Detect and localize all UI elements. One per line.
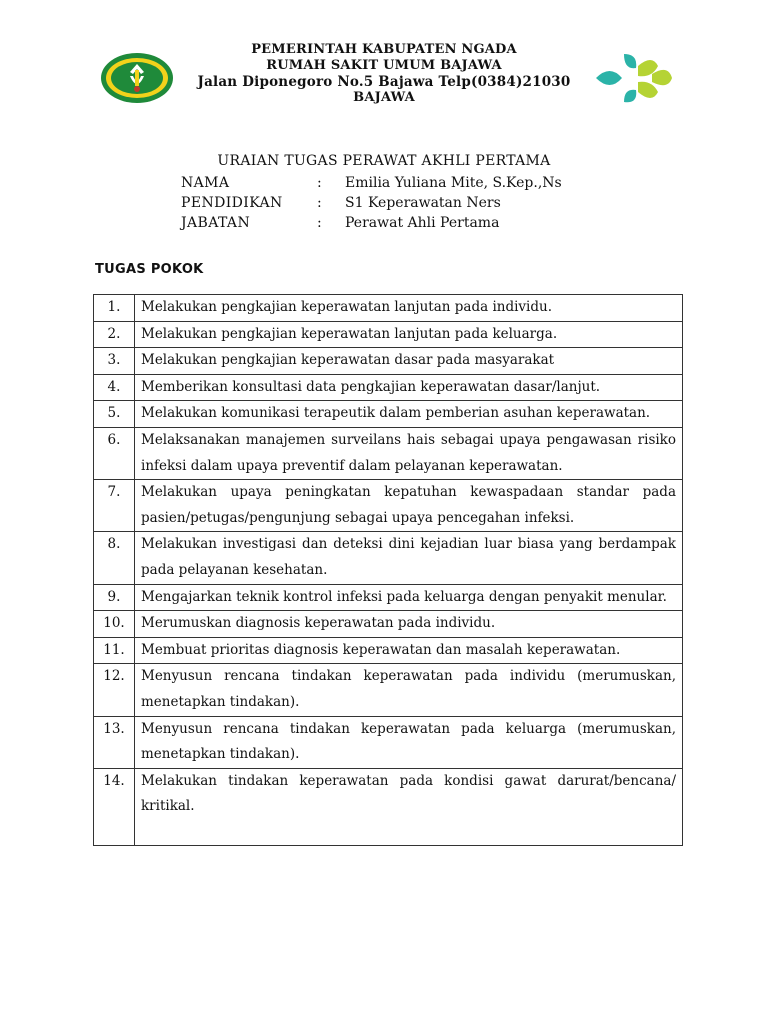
info-row-name (181, 173, 605, 193)
table-row (94, 768, 683, 845)
task-number: 7. (94, 480, 135, 532)
task-text: Melakukan pengkajian keperawatan lanjutan pada individu. (135, 295, 683, 322)
task-text: Melakukan pengkajian keperawatan lanjutan pada keluarga. (135, 321, 683, 348)
task-number: 13. (94, 716, 135, 768)
hospital-name: RUMAH SAKIT UMUM BAJAWA (266, 58, 502, 73)
task-text: Membuat prioritas diagnosis keperawatan dan masalah keperawatan. (135, 637, 683, 664)
employee-info (181, 173, 605, 233)
task-number: 2. (94, 321, 135, 348)
task-text: Menyusun rencana tindakan keperawatan pada individu (merumuskan, menetapkan tindakan). (135, 664, 683, 716)
task-text: Melakukan tindakan keperawatan pada kondisi gawat darurat/bencana/ kritikal. (135, 768, 683, 845)
info-label: JABATAN (181, 215, 251, 231)
info-colon: : (317, 215, 322, 231)
table-row (94, 532, 683, 584)
info-label: NAMA (181, 175, 230, 191)
task-number: 4. (94, 374, 135, 401)
table-row (94, 664, 683, 716)
task-number: 11. (94, 637, 135, 664)
task-number: 14. (94, 768, 135, 845)
task-number: 12. (94, 664, 135, 716)
task-text: Melakukan komunikasi terapeutik dalam pemberian asuhan keperawatan. (135, 401, 683, 428)
hospital-leaf-logo-icon (592, 48, 676, 112)
info-label: PENDIDIKAN (181, 195, 283, 211)
info-value: Emilia Yuliana Mite, S.Kep.,Ns (345, 175, 562, 191)
hospital-city: BAJAWA (353, 90, 415, 105)
table-row (94, 480, 683, 532)
task-number: 8. (94, 532, 135, 584)
task-number: 1. (94, 295, 135, 322)
government-name: PEMERINTAH KABUPATEN NGADA (251, 42, 517, 57)
task-text: Melakukan investigasi dan deteksi dini kejadian luar biasa yang berdampak pada pelayanan kesehatan. (135, 532, 683, 584)
task-number: 5. (94, 401, 135, 428)
hospital-address: Jalan Diponegoro No.5 Bajawa Telp(0384)21030 (197, 74, 571, 90)
table-row (94, 584, 683, 611)
table-row (94, 637, 683, 664)
info-colon: : (317, 175, 322, 191)
task-number: 10. (94, 611, 135, 638)
task-text: Melaksanakan manajemen surveilans hais sebagai upaya pengawasan risiko infeksi dalam upaya preventif dalam pelayanan keperawatan. (135, 427, 683, 479)
section-title: TUGAS POKOK (95, 262, 204, 277)
task-text: Menyusun rencana tindakan keperawatan pada keluarga (merumuskan, menetapkan tindakan). (135, 716, 683, 768)
task-text: Merumuskan diagnosis keperawatan pada individu. (135, 611, 683, 638)
task-text: Melakukan pengkajian keperawatan dasar pada masyarakat (135, 348, 683, 375)
table-row (94, 374, 683, 401)
task-table (93, 294, 683, 846)
task-text: Melakukan upaya peningkatan kepatuhan kewaspadaan standar pada pasien/petugas/pengunjung sebagai upaya pencegahan infeksi. (135, 480, 683, 532)
info-value: Perawat Ahli Pertama (345, 215, 500, 231)
info-row-position (181, 213, 605, 233)
task-number: 9. (94, 584, 135, 611)
info-colon: : (317, 195, 322, 211)
table-row (94, 427, 683, 479)
task-number: 3. (94, 348, 135, 375)
info-row-education (181, 193, 605, 213)
table-row (94, 716, 683, 768)
task-text: Memberikan konsultasi data pengkajian keperawatan dasar/lanjut. (135, 374, 683, 401)
task-text: Mengajarkan teknik kontrol infeksi pada keluarga dengan penyakit menular. (135, 584, 683, 611)
table-row (94, 401, 683, 428)
table-row (94, 611, 683, 638)
table-row (94, 321, 683, 348)
info-value: S1 Keperawatan Ners (345, 195, 501, 211)
document-title: URAIAN TUGAS PERAWAT AKHLI PERTAMA (217, 153, 551, 169)
task-number: 6. (94, 427, 135, 479)
table-row (94, 348, 683, 375)
table-row (94, 295, 683, 322)
letterhead (0, 40, 768, 120)
